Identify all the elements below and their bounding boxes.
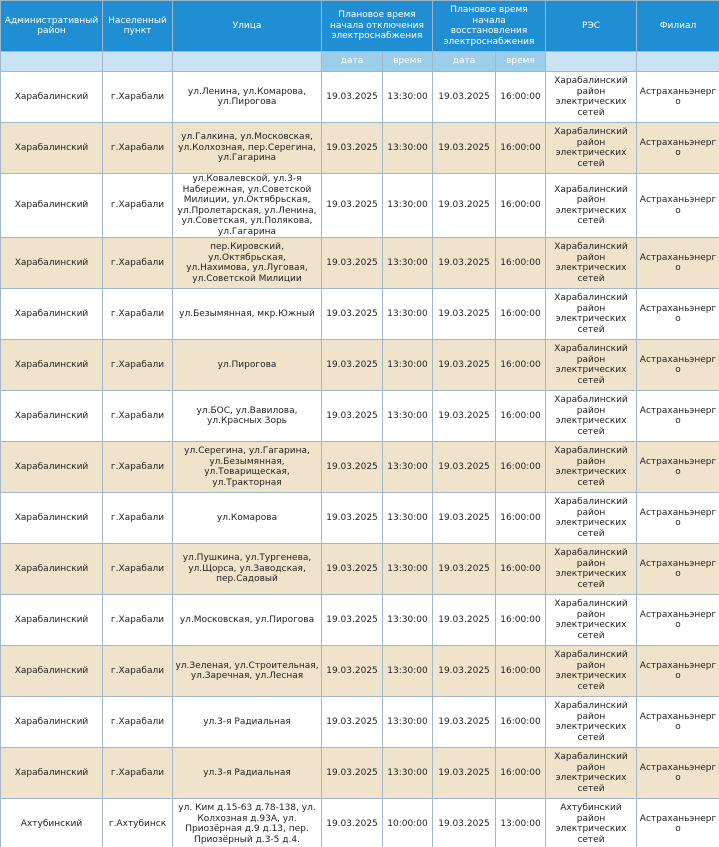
cell-off-time: 13:30:00 — [383, 238, 433, 289]
cell-off-date: 19.03.2025 — [322, 72, 383, 123]
header-district: Административный район — [1, 1, 103, 52]
subheader-off-date: дата — [322, 52, 383, 72]
cell-on-time: 16:00:00 — [496, 595, 546, 646]
cell-off-time: 13:30:00 — [383, 646, 433, 697]
cell-district: Харабалинский — [1, 289, 103, 340]
cell-on-date: 19.03.2025 — [433, 595, 496, 646]
cell-district: Харабалинский — [1, 72, 103, 123]
cell-locality: г.Харабали — [103, 238, 173, 289]
cell-locality: г.Харабали — [103, 72, 173, 123]
cell-off-time: 13:30:00 — [383, 493, 433, 544]
cell-branch: Астраханьэнерго — [637, 799, 719, 847]
cell-on-date: 19.03.2025 — [433, 493, 496, 544]
cell-on-date: 19.03.2025 — [433, 748, 496, 799]
cell-locality: г.Харабали — [103, 174, 173, 238]
subheader-off-time: время — [383, 52, 433, 72]
cell-off-time: 13:30:00 — [383, 72, 433, 123]
cell-street: ул.Безымянная, мкр.Южный — [173, 289, 322, 340]
cell-branch: Астраханьэнерго — [637, 238, 719, 289]
cell-on-date: 19.03.2025 — [433, 544, 496, 595]
cell-off-time: 13:30:00 — [383, 748, 433, 799]
cell-on-date: 19.03.2025 — [433, 646, 496, 697]
table-row — [1, 289, 719, 340]
cell-res: Харабалинский район электрических сетей — [546, 123, 637, 174]
cell-branch: Астраханьэнерго — [637, 289, 719, 340]
cell-locality: г.Харабали — [103, 123, 173, 174]
cell-street: пер.Кировский, ул.Октябрьская, ул.Нахимова, ул.Луговая, ул.Советской Милиции — [173, 238, 322, 289]
cell-on-date: 19.03.2025 — [433, 174, 496, 238]
cell-district: Харабалинский — [1, 595, 103, 646]
cell-branch: Астраханьэнерго — [637, 544, 719, 595]
cell-locality: г.Харабали — [103, 493, 173, 544]
cell-res: Харабалинский район электрических сетей — [546, 391, 637, 442]
cell-street: ул.БОС, ул.Вавилова, ул.Красных Зорь — [173, 391, 322, 442]
table-row — [1, 123, 719, 174]
cell-on-time: 16:00:00 — [496, 340, 546, 391]
cell-street: ул.3-я Радиальная — [173, 748, 322, 799]
cell-off-time: 13:30:00 — [383, 340, 433, 391]
cell-street: ул.Галкина, ул.Московская, ул.Колхозная, пер.Серегина, ул.Гагарина — [173, 123, 322, 174]
cell-locality: г.Харабали — [103, 697, 173, 748]
cell-off-date: 19.03.2025 — [322, 391, 383, 442]
cell-res: Харабалинский район электрических сетей — [546, 595, 637, 646]
cell-on-date: 19.03.2025 — [433, 391, 496, 442]
cell-on-date: 19.03.2025 — [433, 697, 496, 748]
subheader-blank — [546, 52, 637, 72]
cell-district: Харабалинский — [1, 340, 103, 391]
cell-on-time: 16:00:00 — [496, 289, 546, 340]
table-row — [1, 646, 719, 697]
cell-street: ул.Серегина, ул.Гагарина, ул.Безымянная, ул.Товарищеская, ул.Тракторная — [173, 442, 322, 493]
cell-res: Харабалинский район электрических сетей — [546, 72, 637, 123]
cell-branch: Астраханьэнерго — [637, 493, 719, 544]
cell-on-date: 19.03.2025 — [433, 289, 496, 340]
cell-off-date: 19.03.2025 — [322, 493, 383, 544]
cell-res: Ахтубинский район электрических сетей — [546, 799, 637, 847]
cell-locality: г.Харабали — [103, 391, 173, 442]
cell-off-date: 19.03.2025 — [322, 123, 383, 174]
cell-branch: Астраханьэнерго — [637, 697, 719, 748]
cell-off-time: 13:30:00 — [383, 595, 433, 646]
cell-branch: Астраханьэнерго — [637, 123, 719, 174]
cell-on-time: 16:00:00 — [496, 646, 546, 697]
cell-off-date: 19.03.2025 — [322, 595, 383, 646]
cell-on-date: 19.03.2025 — [433, 340, 496, 391]
subheader-row — [1, 52, 719, 72]
cell-branch: Астраханьэнерго — [637, 340, 719, 391]
cell-off-time: 13:30:00 — [383, 697, 433, 748]
cell-res: Харабалинский район электрических сетей — [546, 493, 637, 544]
cell-off-date: 19.03.2025 — [322, 174, 383, 238]
cell-locality: г.Харабали — [103, 289, 173, 340]
cell-off-date: 19.03.2025 — [322, 289, 383, 340]
cell-on-time: 16:00:00 — [496, 697, 546, 748]
table-row — [1, 391, 719, 442]
cell-res: Харабалинский район электрических сетей — [546, 442, 637, 493]
cell-branch: Астраханьэнерго — [637, 595, 719, 646]
cell-off-date: 19.03.2025 — [322, 238, 383, 289]
subheader-blank — [103, 52, 173, 72]
cell-on-date: 19.03.2025 — [433, 442, 496, 493]
cell-off-time: 10:00:00 — [383, 799, 433, 847]
cell-locality: г.Харабали — [103, 442, 173, 493]
subheader-on-date: дата — [433, 52, 496, 72]
cell-branch: Астраханьэнерго — [637, 391, 719, 442]
cell-branch: Астраханьэнерго — [637, 646, 719, 697]
cell-off-date: 19.03.2025 — [322, 544, 383, 595]
cell-district: Харабалинский — [1, 646, 103, 697]
cell-locality: г.Харабали — [103, 544, 173, 595]
cell-street: ул.Зеленая, ул.Строительная, ул.Заречная, ул.Лесная — [173, 646, 322, 697]
cell-locality: г.Харабали — [103, 340, 173, 391]
cell-district: Харабалинский — [1, 493, 103, 544]
cell-street: ул.Ковалевской, ул.3-я Набережная, ул.Советской Милиции, ул.Октябрьская, ул.Пролетарская, ул.Ленина, ул.Советская, ул.Полякова, ул.Гагарина — [173, 174, 322, 238]
cell-on-time: 16:00:00 — [496, 748, 546, 799]
cell-off-time: 13:30:00 — [383, 174, 433, 238]
cell-on-time: 16:00:00 — [496, 174, 546, 238]
table-row — [1, 340, 719, 391]
cell-off-date: 19.03.2025 — [322, 799, 383, 847]
cell-res: Харабалинский район электрических сетей — [546, 238, 637, 289]
cell-res: Харабалинский район электрических сетей — [546, 174, 637, 238]
table-row — [1, 544, 719, 595]
subheader-blank — [637, 52, 719, 72]
cell-branch: Астраханьэнерго — [637, 442, 719, 493]
cell-res: Харабалинский район электрических сетей — [546, 646, 637, 697]
cell-on-date: 19.03.2025 — [433, 123, 496, 174]
cell-res: Харабалинский район электрических сетей — [546, 748, 637, 799]
cell-district: Харабалинский — [1, 442, 103, 493]
cell-res: Харабалинский район электрических сетей — [546, 289, 637, 340]
cell-on-time: 13:00:00 — [496, 799, 546, 847]
header-locality: Населенный пункт — [103, 1, 173, 52]
header-row — [1, 1, 719, 52]
cell-on-date: 19.03.2025 — [433, 799, 496, 847]
cell-res: Харабалинский район электрических сетей — [546, 697, 637, 748]
table-row — [1, 238, 719, 289]
subheader-on-time: время — [496, 52, 546, 72]
cell-locality: г.Харабали — [103, 748, 173, 799]
cell-off-time: 13:30:00 — [383, 123, 433, 174]
cell-off-time: 13:30:00 — [383, 391, 433, 442]
cell-on-time: 16:00:00 — [496, 493, 546, 544]
cell-street: ул.Комарова — [173, 493, 322, 544]
cell-on-time: 16:00:00 — [496, 123, 546, 174]
cell-street: ул.3-я Радиальная — [173, 697, 322, 748]
table-row — [1, 442, 719, 493]
cell-street: ул.Пирогова — [173, 340, 322, 391]
cell-off-date: 19.03.2025 — [322, 697, 383, 748]
table-row — [1, 748, 719, 799]
table-row — [1, 799, 719, 847]
cell-branch: Астраханьэнерго — [637, 72, 719, 123]
cell-district: Харабалинский — [1, 391, 103, 442]
cell-off-time: 13:30:00 — [383, 442, 433, 493]
header-branch: Филиал — [637, 1, 719, 52]
cell-off-date: 19.03.2025 — [322, 340, 383, 391]
cell-street: ул.Ленина, ул.Комарова, ул.Пирогова — [173, 72, 322, 123]
cell-district: Харабалинский — [1, 697, 103, 748]
cell-off-date: 19.03.2025 — [322, 442, 383, 493]
cell-on-time: 16:00:00 — [496, 72, 546, 123]
cell-off-date: 19.03.2025 — [322, 646, 383, 697]
cell-branch: Астраханьэнерго — [637, 174, 719, 238]
cell-res: Харабалинский район электрических сетей — [546, 340, 637, 391]
cell-district: Харабалинский — [1, 174, 103, 238]
subheader-blank — [173, 52, 322, 72]
header-res: РЭС — [546, 1, 637, 52]
cell-res: Харабалинский район электрических сетей — [546, 544, 637, 595]
cell-district: Харабалинский — [1, 544, 103, 595]
header-street: Улица — [173, 1, 322, 52]
cell-locality: г.Харабали — [103, 646, 173, 697]
cell-street: ул.Пушкина, ул.Тургенева, ул.Щорса, ул.Заводская, пер.Садовый — [173, 544, 322, 595]
table-row — [1, 72, 719, 123]
cell-district: Харабалинский — [1, 123, 103, 174]
cell-district: Харабалинский — [1, 238, 103, 289]
cell-branch: Астраханьэнерго — [637, 748, 719, 799]
cell-district: Ахтубинский — [1, 799, 103, 847]
cell-street: ул. Ким д.15-63 д.78-138, ул. Колхозная д.93А, ул. Приозёрная д.9 д.13, пер. Приозёрный д.3-5 д.4. — [173, 799, 322, 847]
cell-on-time: 16:00:00 — [496, 391, 546, 442]
header-restore-start: Плановое время начала восстановления электроснабжения — [433, 1, 546, 52]
cell-on-date: 19.03.2025 — [433, 238, 496, 289]
cell-locality: г.Харабали — [103, 595, 173, 646]
cell-locality: г.Ахтубинск — [103, 799, 173, 847]
cell-off-time: 13:30:00 — [383, 544, 433, 595]
cell-off-time: 13:30:00 — [383, 289, 433, 340]
table-row — [1, 174, 719, 238]
subheader-blank — [1, 52, 103, 72]
header-off-start: Плановое время начала отключения электроснабжения — [322, 1, 433, 52]
table-row — [1, 697, 719, 748]
cell-on-time: 16:00:00 — [496, 442, 546, 493]
table-body — [1, 72, 719, 847]
cell-on-time: 16:00:00 — [496, 544, 546, 595]
cell-off-date: 19.03.2025 — [322, 748, 383, 799]
cell-district: Харабалинский — [1, 748, 103, 799]
cell-on-date: 19.03.2025 — [433, 72, 496, 123]
cell-on-time: 16:00:00 — [496, 238, 546, 289]
cell-street: ул.Московская, ул.Пирогова — [173, 595, 322, 646]
table-row — [1, 493, 719, 544]
table-row — [1, 595, 719, 646]
